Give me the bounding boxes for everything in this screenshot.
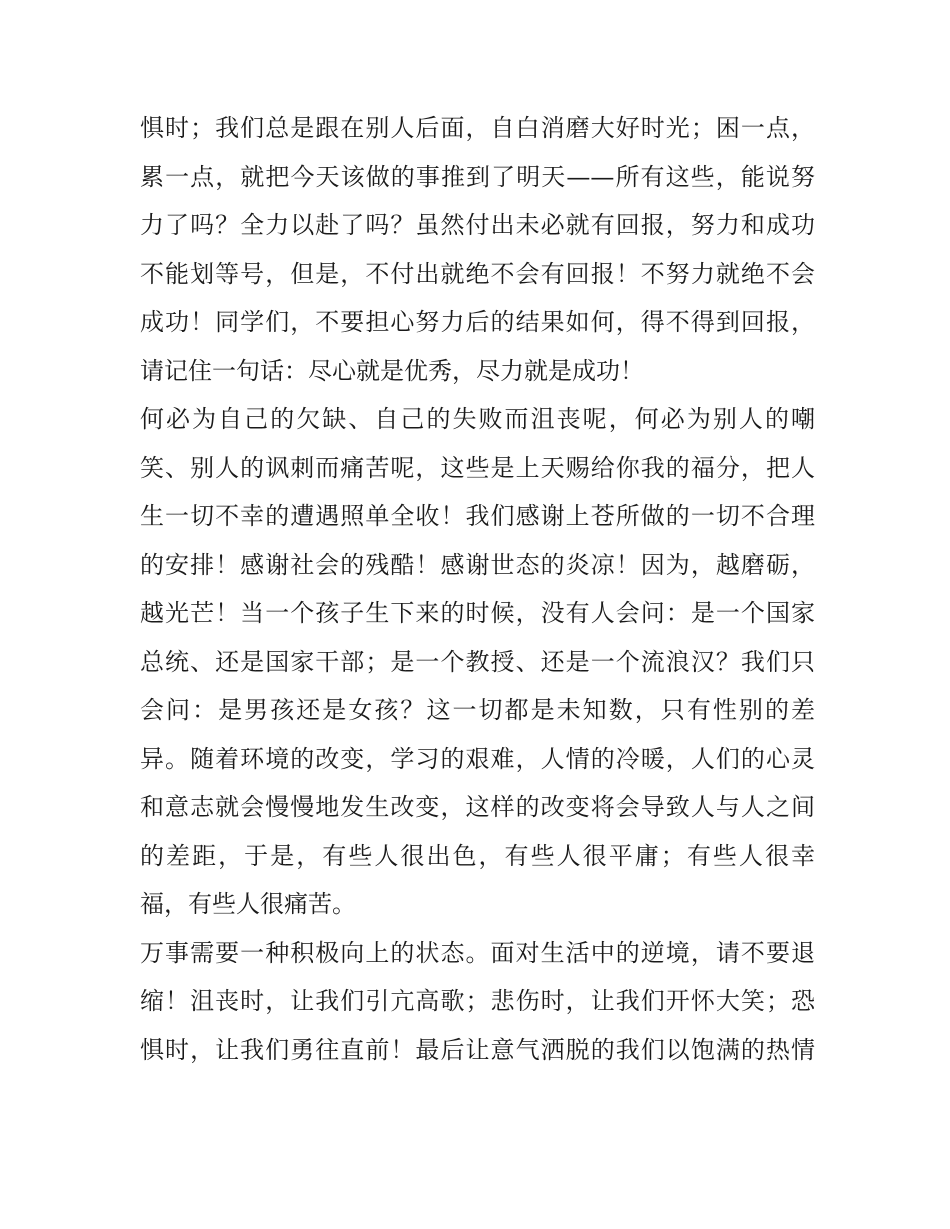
document-body xyxy=(140,104,815,1074)
text-line: 异。随着环境的改变，学习的艰难，人情的冷暖，人们的心灵 xyxy=(140,744,815,773)
text-line: 累一点，就把今天该做的事推到了明天——所有这些，能说努 xyxy=(140,162,815,191)
text-line: 力了吗？全力以赴了吗？虽然付出未必就有回报，努力和成功 xyxy=(140,211,815,239)
text-line: 笑、别人的讽刺而痛苦呢，这些是上天赐给你我的福分，把人 xyxy=(140,453,815,482)
text-line: 的安排！感谢社会的残酷！感谢世态的炎凉！因为，越磨砺， xyxy=(140,550,815,579)
paragraph-2 xyxy=(140,395,815,929)
text-line: 万事需要一种积极向上的状态。面对生活中的逆境，请不要退 xyxy=(140,938,815,967)
text-line: 惧时；我们总是跟在别人后面，自白消磨大好时光；困一点， xyxy=(140,114,815,142)
text-line: 的差距，于是，有些人很出色，有些人很平庸；有些人很幸 xyxy=(140,841,815,870)
paragraph-3 xyxy=(140,929,815,1075)
text-line: 惧时，让我们勇往直前！最后让意气洒脱的我们以饱满的热情 xyxy=(140,1035,815,1064)
text-line: 何必为自己的欠缺、自己的失败而沮丧呢，何必为别人的嘲 xyxy=(140,405,815,433)
text-line: 越光芒！当一个孩子生下来的时候，没有人会问：是一个国家 xyxy=(140,599,815,627)
text-line: 总统、还是国家干部；是一个教授、还是一个流浪汉？我们只 xyxy=(140,647,815,676)
text-line: 请记住一句话：尽心就是优秀，尽力就是成功！ xyxy=(140,356,644,385)
text-line: 福，有些人很痛苦。 xyxy=(140,890,356,918)
text-line: 不能划等号，但是，不付出就绝不会有回报！不努力就绝不会 xyxy=(140,259,815,288)
text-line: 成功！同学们，不要担心努力后的结果如何，得不得到回报， xyxy=(140,308,815,336)
text-line: 会问：是男孩还是女孩？这一切都是未知数，只有性别的差 xyxy=(140,696,815,724)
paragraph-1 xyxy=(140,104,815,395)
text-line: 缩！沮丧时，让我们引亢高歌；悲伤时，让我们开怀大笑；恐 xyxy=(140,987,815,1015)
text-line: 生一切不幸的遭遇照单全收！我们感谢上苍所做的一切不合理 xyxy=(140,502,815,530)
text-line: 和意志就会慢慢地发生改变，这样的改变将会导致人与人之间 xyxy=(140,793,815,821)
